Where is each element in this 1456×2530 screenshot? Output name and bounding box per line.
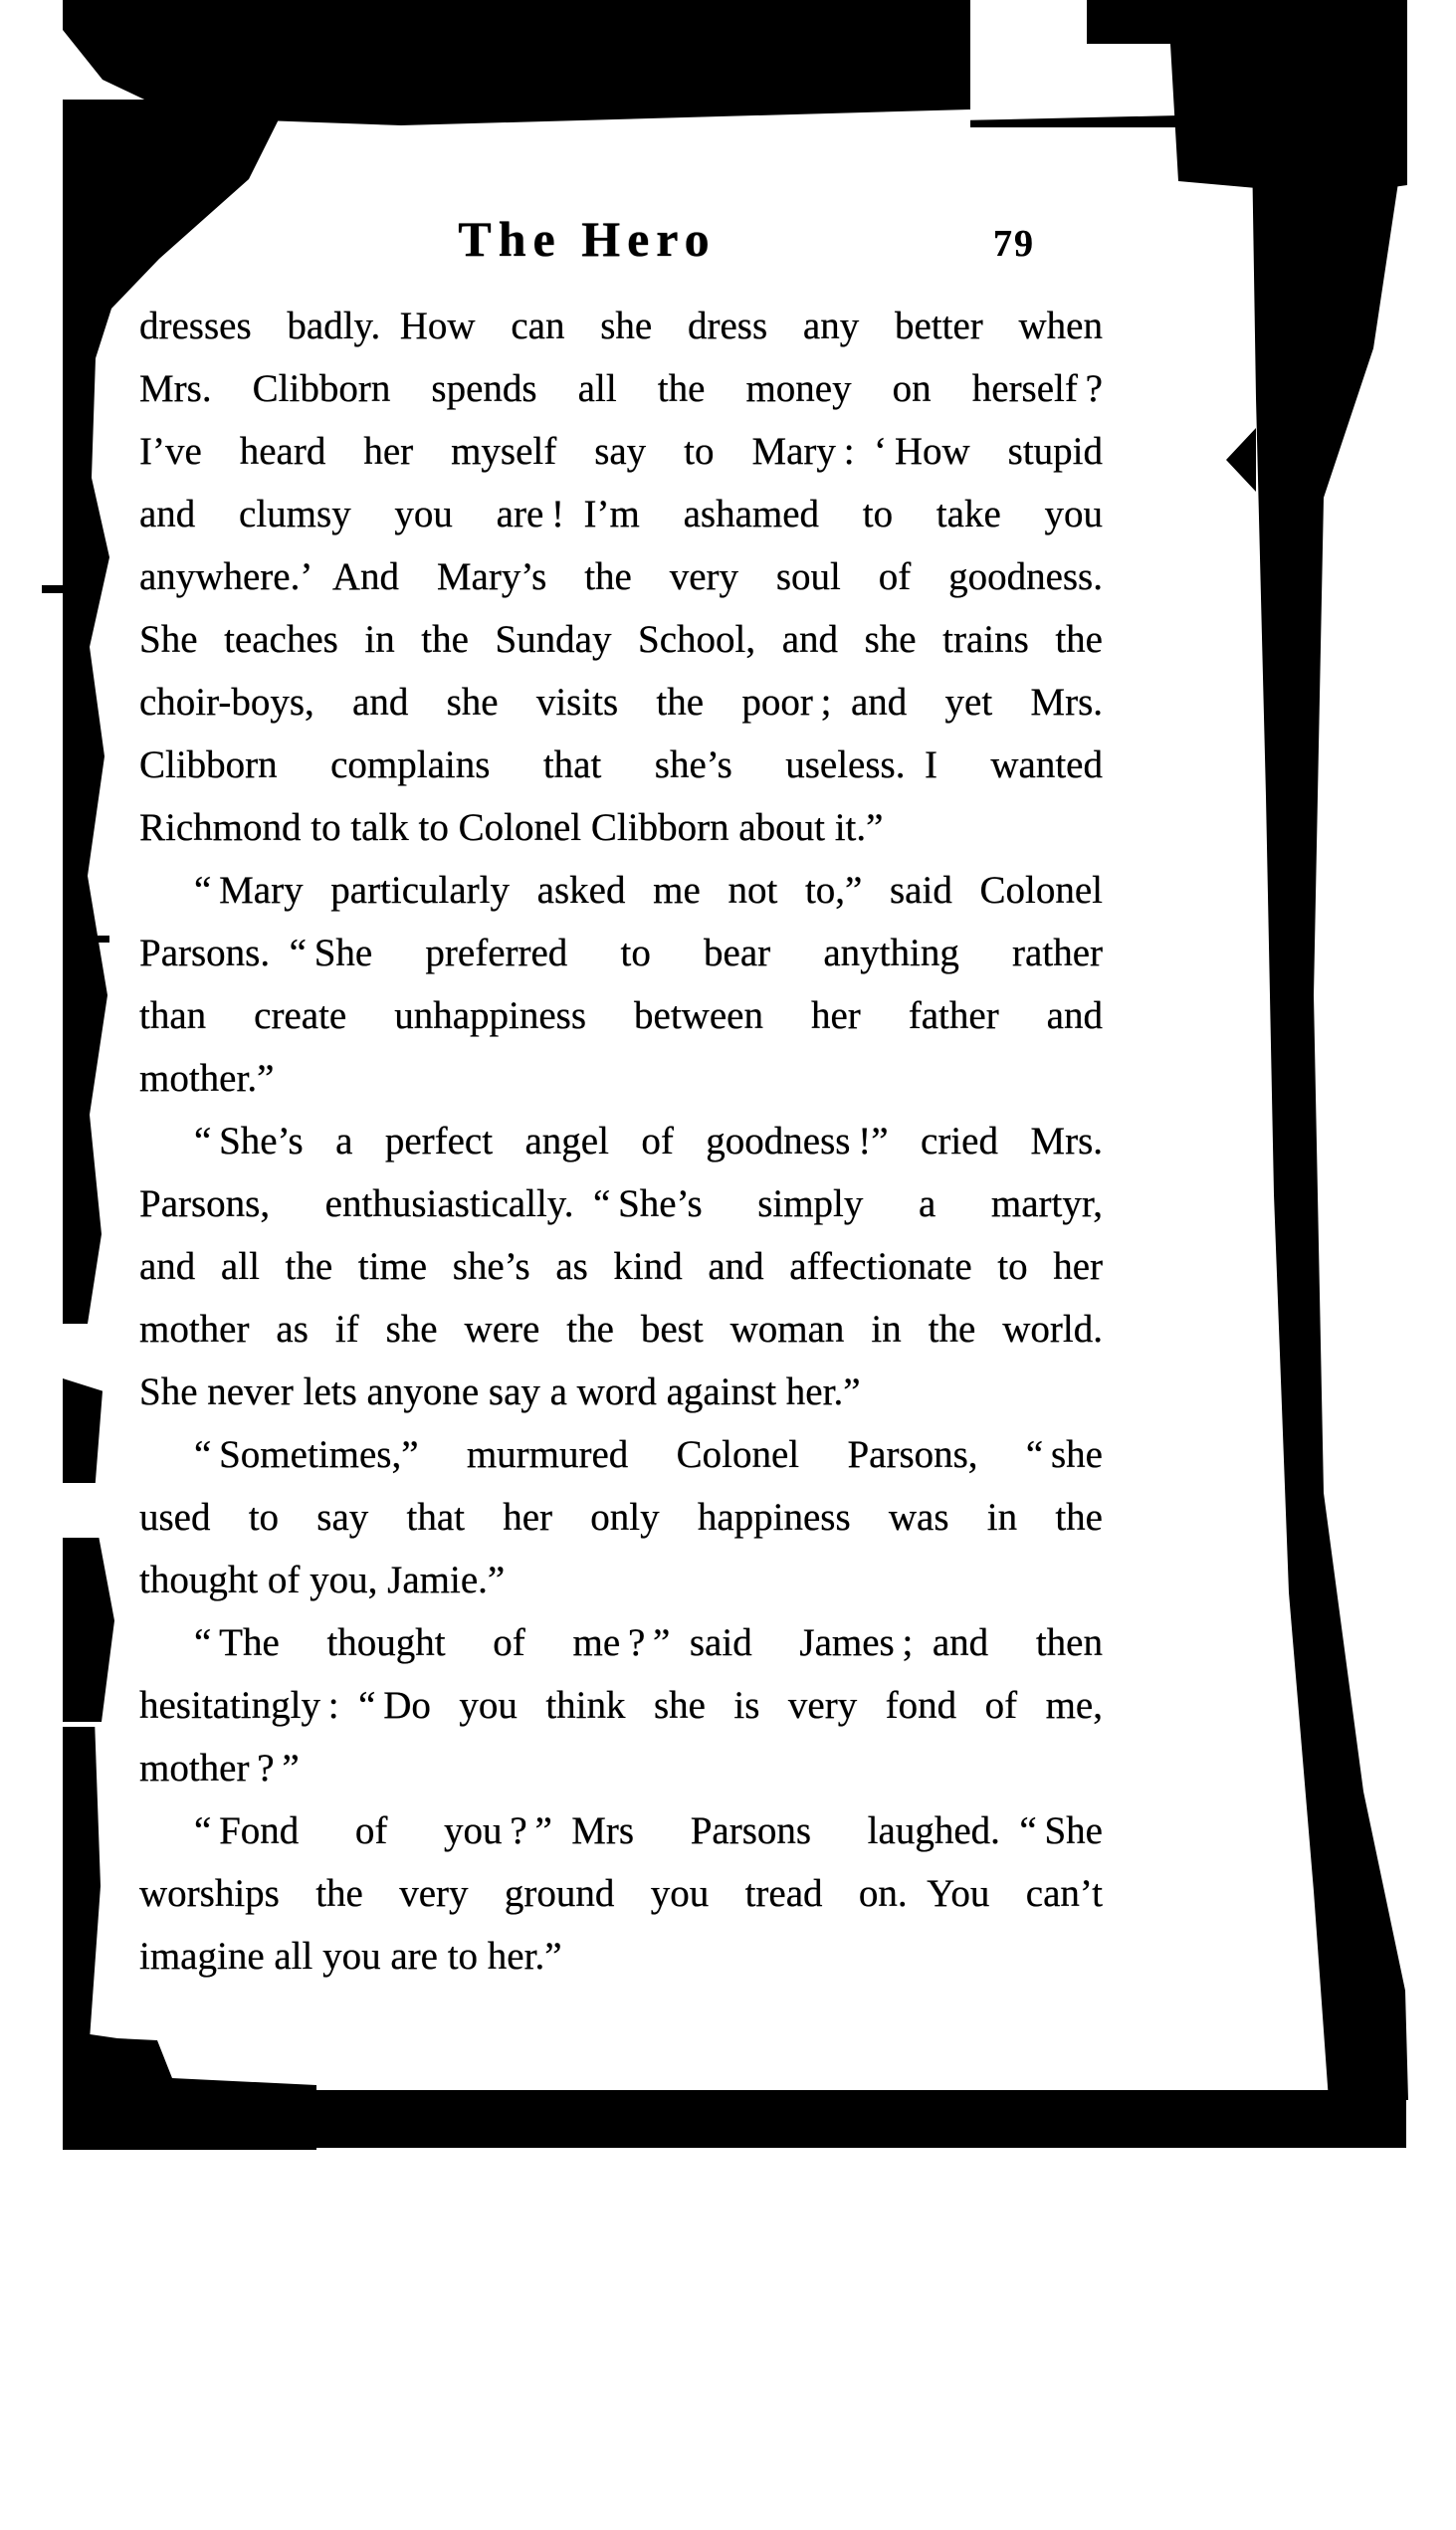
text-line: Parsons. “ She preferred to bear anything rather (139, 932, 1103, 974)
text-line: used to say that her only happiness was in the (139, 1496, 1103, 1539)
text-line: Parsons, enthusiastically. “ She’s simply a martyr, (139, 1182, 1103, 1225)
text-line: She teaches in the Sunday School, and she trains the (139, 618, 1103, 661)
text-line: She never lets anyone say a word against her.” (139, 1370, 861, 1413)
scan-artifact-top-band-fragment (970, 115, 1179, 127)
text-line: imagine all you are to her.” (139, 1935, 562, 1978)
scan-artifact-left-blob-1 (63, 1378, 103, 1483)
text-line: thought of you, Jamie.” (139, 1559, 506, 1601)
text-line: mother.” (139, 1057, 275, 1100)
text-line: “ She’s a perfect angel of goodness !” cried Mrs. (194, 1120, 1103, 1162)
text-line: than create unhappiness between her father and (139, 994, 1103, 1037)
text-line: I’ve heard her myself say to Mary : ‘ How stupid (139, 430, 1103, 473)
page-number: 79 (993, 223, 1035, 265)
scan-artifact-right-wedge (1226, 428, 1256, 492)
text-line: mother ? ” (139, 1747, 300, 1790)
page-header (139, 211, 1035, 267)
text-line: worships the very ground you tread on. You can’t (139, 1872, 1103, 1915)
running-title: The Hero (458, 211, 717, 267)
text-line: Richmond to talk to Colonel Clibborn about it.” (139, 806, 884, 849)
text-line: and all the time she’s as kind and affectionate to her (139, 1245, 1103, 1288)
text-line: choir-boys, and she visits the poor ; and yet Mrs. (139, 681, 1103, 724)
text-line: Clibborn complains that she’s useless. I wanted (139, 743, 1103, 786)
text-line: and clumsy you are ! I’m ashamed to take you (139, 493, 1103, 535)
text-line: “ The thought of me ? ” said James ; and then (194, 1621, 1103, 1664)
page-body-text (139, 295, 1103, 1988)
text-line: Mrs. Clibborn spends all the money on herself ? (139, 367, 1103, 410)
text-line: anywhere.’ And Mary’s the very soul of goodness. (139, 555, 1103, 598)
text-line: hesitatingly : “ Do you think she is very fond of me, (139, 1684, 1103, 1727)
scan-artifact-left-dash-2 (80, 936, 109, 943)
scan-artifact-left-blob-2 (63, 1538, 114, 1722)
scan-artifact-bottom-bar (154, 2090, 1406, 2148)
scan-artifact-left-blob-3 (63, 1727, 101, 2045)
scan-artifact-right-edge (1244, 149, 1408, 2100)
text-line: “ Mary particularly asked me not to,” said Colonel (194, 869, 1103, 912)
text-line: “ Sometimes,” murmured Colonel Parsons, “ she (194, 1433, 1103, 1476)
text-line: dresses badly. How can she dress any better when (139, 305, 1103, 347)
text-line: mother as if she were the best woman in the world. (139, 1308, 1103, 1351)
text-line: “ Fond of you ? ” Mrs Parsons laughed. “ She (194, 1809, 1103, 1852)
scan-artifact-left-dash-1 (42, 585, 64, 593)
